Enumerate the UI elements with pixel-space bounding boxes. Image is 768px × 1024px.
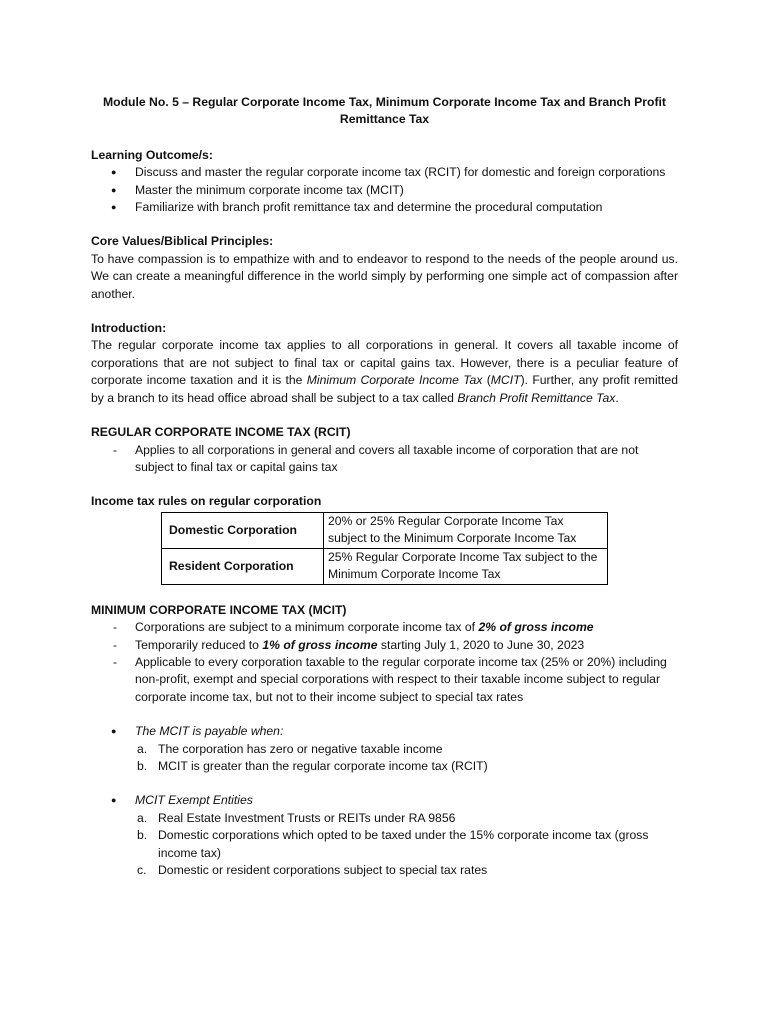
list-item-text: Real Estate Investment Trusts or REITs under RA 9856 xyxy=(158,810,456,825)
table-cell-value: 25% Regular Corporate Income Tax subject to the Minimum Corporate Income Tax xyxy=(324,548,608,584)
intro-italic-bprt: Branch Profit Remittance Tax xyxy=(457,390,616,405)
intro-italic-mcit-full: Minimum Corporate Income Tax xyxy=(306,373,483,388)
learning-outcome-heading: Learning Outcome/s: xyxy=(91,147,213,162)
list-item: - Applicable to every corporation taxable to the regular corporate income tax (25% or 20%) including non-profit, exempt and special corporations with respect to their taxable income subject to regular corporate income tax, but not to their income subject to special tax rates xyxy=(91,654,678,706)
list-marker: a. xyxy=(137,810,148,825)
introduction-text xyxy=(91,337,678,407)
mcit-payable-label: ● The MCIT is payable when: xyxy=(91,723,678,740)
mcit-rate-1pct: 1% of gross income xyxy=(262,637,378,652)
list-marker: c. xyxy=(137,863,147,877)
mcit-item-2-suffix: starting July 1, 2020 to June 30, 2023 xyxy=(377,637,585,652)
list-item xyxy=(91,827,678,862)
list-marker: b. xyxy=(137,828,148,843)
table-row xyxy=(162,512,608,548)
rcit-heading: REGULAR CORPORATE INCOME TAX (RCIT) xyxy=(91,425,351,440)
mcit-payable-block xyxy=(91,723,678,740)
mcit-heading: MINIMUM CORPORATE INCOME TAX (MCIT) xyxy=(91,602,347,617)
intro-text-3: ). Further, any profit remitted by a branch to its head office abroad shall be subject to a tax called xyxy=(91,373,678,405)
table-cell-value: 20% or 25% Regular Corporate Income Tax subject to the Minimum Corporate Income Tax xyxy=(324,512,608,548)
mcit-exempt-block xyxy=(91,792,678,809)
list-marker: a. xyxy=(137,741,148,756)
list-item-text: MCIT is greater than the regular corporate income tax (RCIT) xyxy=(158,758,488,773)
intro-text-4: . xyxy=(615,390,619,405)
introduction-heading: Introduction: xyxy=(91,321,167,336)
table-cell-label: Resident Corporation xyxy=(162,548,324,584)
list-item: - Applies to all corporations in general and covers all taxable income of corporation that are not subject to final tax or capital gains tax xyxy=(91,442,678,477)
list-item-text: Domestic corporations which opted to be taxed under the 15% corporate income tax (gross income tax) xyxy=(158,828,649,860)
list-item xyxy=(91,862,678,879)
mcit-item-1-text: Corporations are subject to a minimum corporate income tax of xyxy=(135,620,479,635)
income-tax-rules-heading: Income tax rules on regular corporation xyxy=(91,494,322,509)
intro-italic-mcit: MCIT xyxy=(490,373,521,388)
intro-text-2: ( xyxy=(482,373,491,388)
core-values-heading: Core Values/Biblical Principles: xyxy=(91,234,274,249)
list-item: ● Familiarize with branch profit remittance tax and determine the procedural computation xyxy=(91,199,678,216)
table-row xyxy=(162,548,608,584)
list-item-text: The corporation has zero or negative taxable income xyxy=(158,741,443,756)
mcit-rate-2pct: 2% of gross income xyxy=(478,620,594,635)
mcit-list xyxy=(91,619,678,706)
list-item-text: Domestic or resident corporations subject to special tax rates xyxy=(158,863,488,877)
mcit-exempt-label: ● MCIT Exempt Entities xyxy=(91,792,678,809)
list-item xyxy=(91,758,678,775)
list-item xyxy=(91,810,678,827)
mcit-exempt-list xyxy=(91,810,678,880)
list-item: ● Discuss and master the regular corporate income tax (RCIT) for domestic and foreign corporations xyxy=(91,164,678,181)
list-marker: b. xyxy=(137,758,148,773)
list-item xyxy=(91,619,678,636)
document-body xyxy=(91,94,678,879)
page-title: Module No. 5 – Regular Corporate Income Tax, Minimum Corporate Income Tax and Branch Profit Remittance Tax xyxy=(103,95,666,127)
list-item xyxy=(91,741,678,758)
rcit-list xyxy=(91,442,678,477)
learning-outcome-list xyxy=(91,164,678,216)
intro-text-1: The regular corporate income tax applies to all corporations in general. It covers all taxable income of corporations that are not subject to final tax or capital gains tax. However, there is a peculiar feature of corporate income taxation and it is the xyxy=(91,338,678,388)
core-values-text: To have compassion is to empathize with and to endeavor to respond to the needs of the people around us. We can create a meaningful difference in the world simply by performing one simple act of compassion after another. xyxy=(91,251,678,301)
mcit-item-2-text: Temporarily reduced to xyxy=(135,637,263,652)
list-item: ● Master the minimum corporate income tax (MCIT) xyxy=(91,182,678,199)
table-cell-label: Domestic Corporation xyxy=(162,512,324,548)
mcit-payable-list xyxy=(91,741,678,776)
list-item xyxy=(91,637,678,654)
income-tax-rules-table xyxy=(161,512,608,585)
